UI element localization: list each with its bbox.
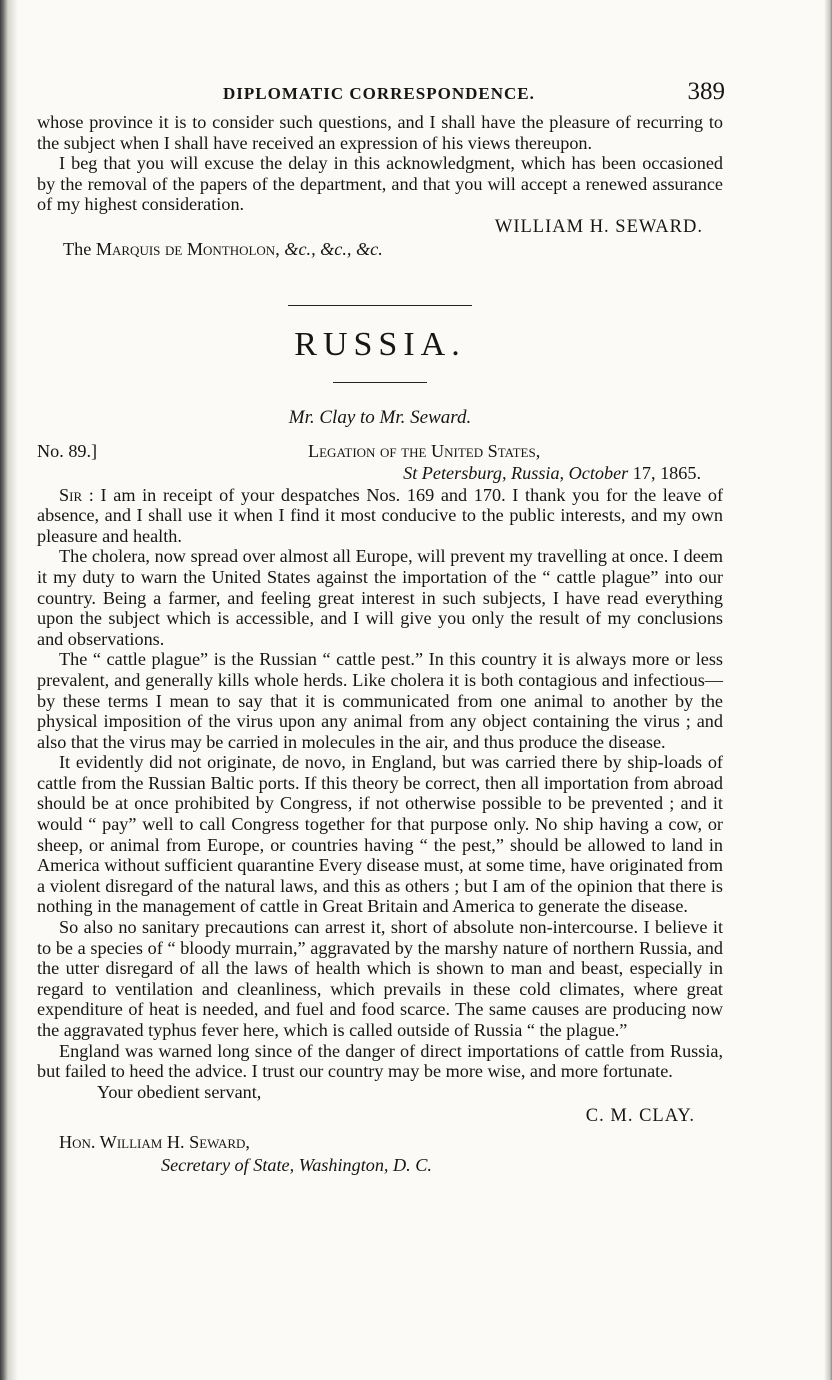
- recipient-title: Secretary of State, Washington, D. C.: [161, 1155, 432, 1176]
- section-divider: [288, 305, 472, 306]
- salutation: Sir :: [59, 484, 94, 505]
- scan-right-edge: [824, 0, 832, 1380]
- paragraph: England was warned long since of the danger of direct importations of cattle from Russia, but failed to heed the advice. I trust our country may be more wise, and more fortunate.: [37, 1040, 723, 1082]
- scan-left-edge: [0, 0, 18, 1380]
- document-page: [37, 78, 723, 1177]
- addressee: [63, 238, 723, 260]
- place-date: [403, 463, 701, 484]
- signer: C. M. CLAY.: [585, 1106, 695, 1127]
- paragraph: The cholera, now spread over almost all Europe, will prevent my travelling at once. I deem it my duty to warn the United States against the importation of the “ cattle plague” into our country. Being a farmer, and feeling great interest in such subjects, I have read everything upon the subject which is accessible, and I will give you only the result of my conclusions and observations.: [37, 546, 723, 649]
- letter-heading: Mr. Clay to Mr. Seward.: [288, 406, 472, 428]
- section-title: RUSSIA.: [294, 325, 466, 363]
- addressee-name: Marquis de Montholon,: [95, 238, 280, 259]
- place-date-text: St Petersburg, Russia, October: [403, 462, 629, 483]
- day-year: 17, 1865.: [632, 462, 701, 483]
- closing: Your obedient servant,: [97, 1081, 262, 1102]
- recipient-name: Hon. William H. Seward,: [59, 1132, 250, 1153]
- paragraph: [37, 485, 723, 547]
- title-underline: [333, 382, 427, 383]
- running-head: DIPLOMATIC CORRESPONDENCE.: [223, 84, 535, 103]
- signature: WILLIAM H. SEWARD.: [494, 216, 703, 237]
- addressee-suffix: &c., &c., &c.: [284, 238, 383, 259]
- document-number: No. 89.]: [37, 440, 98, 461]
- page-header: [37, 78, 723, 112]
- paragraph: The “ cattle plague” is the Russian “ cattle pest.” In this country it is always more or less prevalent, and generally kills whole herds. Like cholera it is both contagious and infectious—by these terms I mean to say that it is communicated from one animal to another by the physical imposition of the virus upon any animal from any object containing the virus ; and also that the virus may be carried in molecules in the air, and thus produce the disease.: [37, 649, 723, 752]
- paragraph-text: I am in receipt of your despatches Nos. 169 and 170. I thank you for the leave of absence, and I shall use it when I find it most conducive to the public interests, and my own pleasure and health.: [37, 484, 723, 546]
- paragraph: It evidently did not originate, de novo, in England, but was carried there by ship-loads of cattle from the Russian Baltic ports. If this theory be correct, then all importation from abroad should be at once prohibited by Congress, if not otherwise possible to be prevented ; and it would “ pay” well to call Congress together for that purpose only. No ship having a cow, or sheep, or animal from Europe, or countries having “ the pest,” should be allowed to land in America without sufficient quarantine Every disease must, at some time, have originated from a violent disregard of the natural laws, and this as others ; but I am of the opinion that there is nothing in the management of cattle in Great Britain and America to generate the disease.: [37, 752, 723, 917]
- paragraph: whose province it is to consider such questions, and I shall have the pleasure of recurring to the subject when I shall have received an expression of his views thereupon.: [37, 112, 723, 153]
- paragraph: So also no sanitary precautions can arrest it, short of absolute non-intercourse. I believe it to be a species of “ bloody murrain,” aggravated by the marshy nature of northern Russia, and the utter disregard of all the laws of health which is shown to man and beast, especially in regard to ventilation and cleanliness, which prevails in these cold climates, where great expenditure of heat is needed, and fuel and food scarce. The same causes are producing now the aggravated typhus fever here, which is called outside of Russia “ the plague.”: [37, 917, 723, 1040]
- letter-body: [37, 485, 723, 1082]
- addressee-prefix: The: [63, 238, 92, 259]
- page-number: 389: [687, 78, 725, 105]
- recipient: [59, 1131, 723, 1177]
- previous-letter-ending: [37, 112, 723, 260]
- dateline: [37, 439, 723, 485]
- legation: Legation of the United States,: [308, 440, 541, 461]
- paragraph: I beg that you will excuse the delay in this acknowledgment, which has been occasioned by the removal of the papers of the department, and that you will accept a renewed assurance of my highest consideration.: [37, 153, 723, 215]
